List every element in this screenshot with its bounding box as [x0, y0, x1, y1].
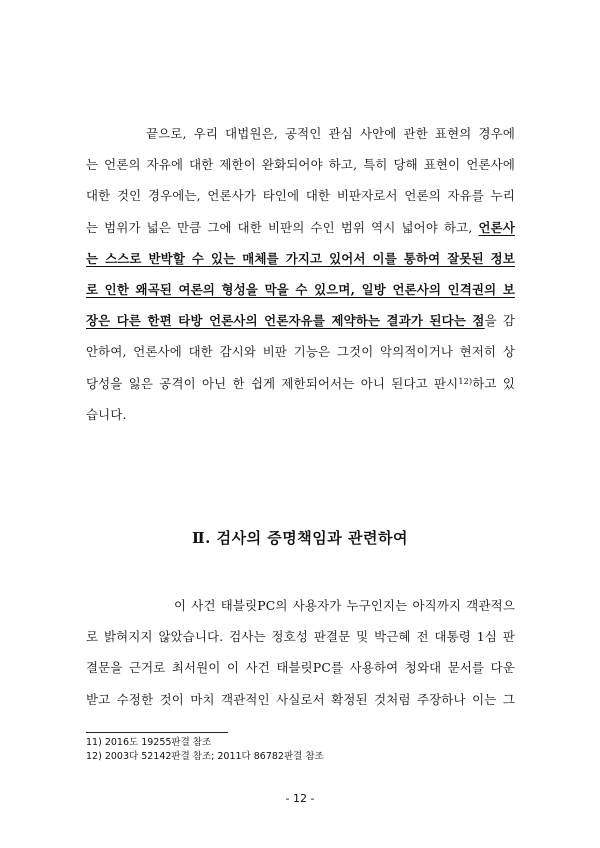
paragraph-2	[86, 590, 515, 715]
text-line: 장은 다른 한편 타방 언론사의 언론자유를 제약하는 결과가 된다는 점을 감	[86, 313, 515, 329]
footnote-ref: 12)	[458, 376, 473, 386]
footnote-divider	[86, 732, 228, 733]
emphasized-line: 로 인한 왜곡된 여론의 형성을 막을 수 있으며, 일방 언론사의 인격권의 보	[86, 281, 515, 297]
text-line: 당성을 잃은 공격이 아닌 한 쉽게 제한되어서는 아니 된다고 판시$^{12)}$하고 있	[86, 375, 515, 391]
text-line: 는 언론의 자유에 대한 제한이 완화되어야 하고, 특히 당해 표현이 언론사에	[86, 157, 515, 173]
emphasized-text: 장은 다른 한편 타방 언론사의 언론자유를 제약하는 결과가 된다는 점	[86, 313, 485, 329]
footnote: 11) 2016도 19255판결 참조	[86, 737, 212, 748]
page-number: - 12 -	[285, 792, 315, 805]
footnote: 12) 2003다 52142판결 참조; 2011다 86782판결 참조	[86, 751, 324, 762]
section-heading: Ⅱ. 검사의 증명책임과 관련하여	[192, 529, 408, 547]
text-line: 받고 수정한 것이 마치 객관적인 사실로서 확정된 것처럼 주장하나 이는 그	[86, 691, 515, 707]
text-line: 대한 것인 경우에는, 언론사가 타인에 대한 비판자로서 언론의 자유를 누리	[86, 188, 515, 204]
paragraph-1	[86, 118, 515, 430]
text-line: 이 사건 태블릿PC의 사용자가 누구인지는 아직까지 객관적으	[174, 598, 515, 613]
text-line: 습니다.	[86, 406, 127, 422]
text-line: 끝으로, 우리 대법원은, 공적인 관심 사안에 관한 표현의 경우에	[146, 126, 515, 141]
emphasized-line: 는 스스로 반박할 수 있는 매체를 가지고 있어서 이를 통하여 잘못된 정보	[86, 250, 515, 266]
text-line: 결문을 근거로 최서원이 이 사건 태블릿PC를 사용하여 청와대 문서를 다운	[86, 660, 515, 676]
text-line: 는 범위가 넓은 만큼 그에 대한 비판의 수인 범위 역시 넓어야 하고, 언론사	[86, 219, 515, 235]
text-line: 로 밝혀지지 않았습니다. 검사는 정호성 판결문 및 박근혜 전 대통령 1심 판	[86, 629, 515, 645]
text-line: 안하여, 언론사에 대한 감시와 비판 기능은 그것이 악의적이거나 현저히 상	[86, 344, 515, 360]
footnotes	[86, 736, 324, 764]
emphasized-text: 언론사	[478, 219, 515, 235]
